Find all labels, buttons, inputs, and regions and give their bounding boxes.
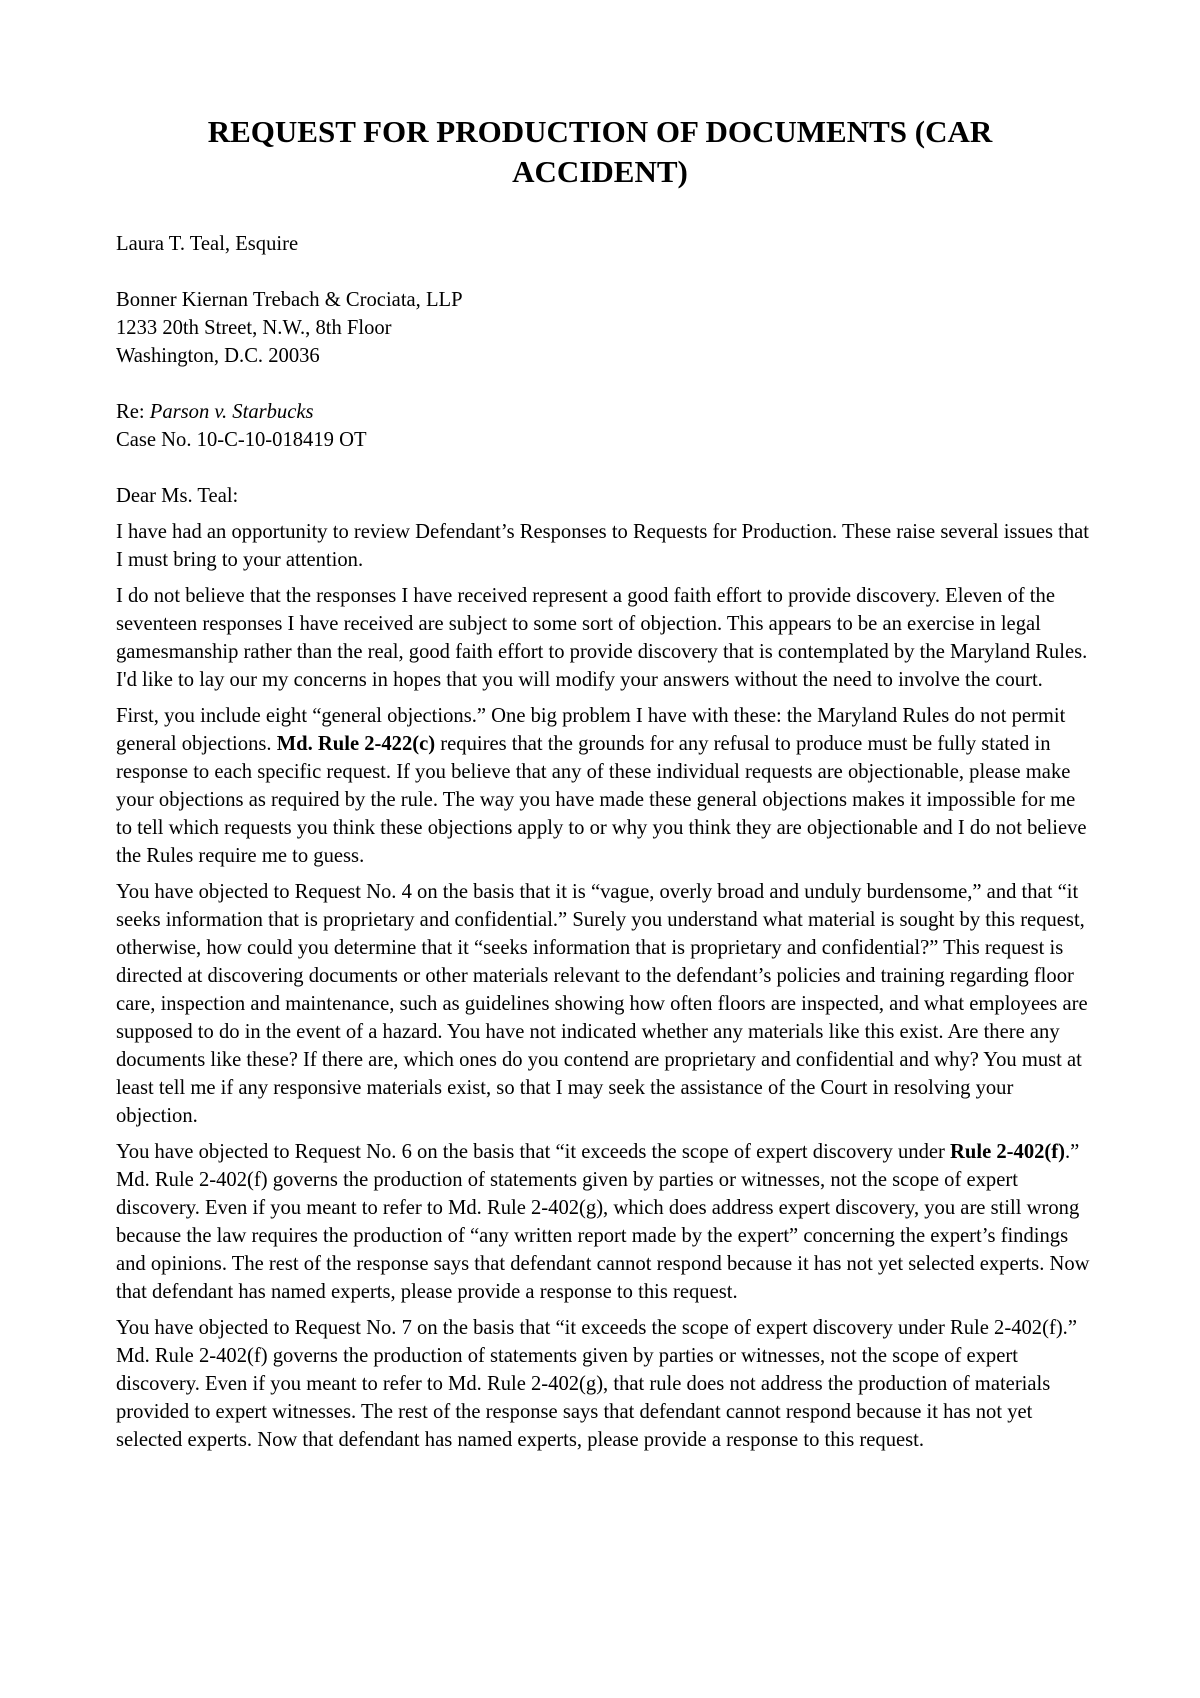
recipient-name: Laura T. Teal, Esquire [116,233,299,255]
case-number: Case No. 10-C-10-018419 OT [116,429,367,451]
paragraph-3 [116,702,1096,870]
paragraph-3-body: requires that the grounds for any refusal to produce must be fully stated in response to each specific request. If you believe that any of these individual requests are objectionable, please make your objections as required by the rule. The way you have made these general objections makes it impossible for me to tell which requests you think these objections apply to or why you think they are objectionable and I do not believe the Rules require me to guess. [116,733,1087,867]
reference-block [116,398,1096,454]
street-address: 1233 20th Street, N.W., 8th Floor [116,317,392,339]
paragraph-2: I do not believe that the responses I have received represent a good faith effort to provide discovery. Eleven of the seventeen responses I have received are subject to some sort of objection. This appears to be an exercise in legal gamesmanship rather than the real, good faith effort to provide discovery that is contemplated by the Maryland Rules. I'd like to lay our my concerns in hopes that you will modify your answers without the need to involve the court. [116,585,1088,691]
salutation: Dear Ms. Teal: [116,485,239,507]
letter-body [116,230,1096,1454]
document-title: REQUEST FOR PRODUCTION OF DOCUMENTS (CAR ACCIDENT) [207,114,993,189]
re-label: Re: [116,401,150,423]
rule-citation-2-422c: Md. Rule 2-422(c) [276,733,436,755]
paragraph-3-intro: First, you include eight “general objections.” One big problem I have with these: the Maryland Rules do not permit general objections. [116,705,1066,755]
spacer [116,370,1096,398]
firm-name: Bonner Kiernan Trebach & Crociata, LLP [116,289,463,311]
city-address: Washington, D.C. 20036 [116,345,320,367]
paragraph-5 [116,1138,1096,1306]
paragraph-5-body: .” Md. Rule 2-402(f) governs the production of statements given by parties or witnesses, not the scope of expert discovery. Even if you meant to refer to Md. Rule 2-402(g), which does address expert discovery, you are still wrong because the law requires the production of “any written report made by the expert” concerning the expert’s findings and opinions. The rest of the response says that defendant cannot respond because it has not yet selected experts. Now that defendant has named experts, please provide a response to this request. [116,1141,1090,1303]
case-name: Parson v. Starbucks [149,401,314,423]
re-line [116,398,1096,426]
paragraph-4: You have objected to Request No. 4 on the basis that it is “vague, overly broad and unduly burdensome,” and that “it seeks information that is proprietary and confidential.” Surely you understand what material is sought by this request, otherwise, how could you determine that it “seeks information that is proprietary and confidential?” This request is directed at discovering documents or other materials relevant to the defendant’s policies and training regarding floor care, inspection and maintenance, such as guidelines showing how often floors are inspected, and what employees are supposed to do in the event of a hazard. You have not indicated whether any materials like this exist. Are there any documents like these? If there are, which ones do you contend are proprietary and confidential and why? You must at least tell me if any responsive materials exist, so that I may seek the assistance of the Court in resolving your objection. [116,881,1088,1127]
paragraph-6: You have objected to Request No. 7 on the basis that “it exceeds the scope of expert discovery under Rule 2-402(f).” Md. Rule 2-402(f) governs the production of statements given by parties or witnesses, not the scope of expert discovery. Even if you meant to refer to Md. Rule 2-402(g), that rule does not address the production of materials provided to expert witnesses. The rest of the response says that defendant cannot respond because it has not yet selected experts. Now that defendant has named experts, please provide a response to this request. [116,1317,1077,1451]
spacer [116,258,1096,286]
paragraph-1: I have had an opportunity to review Defendant’s Responses to Requests for Production. These raise several issues that I must bring to your attention. [116,521,1090,571]
spacer [116,454,1096,482]
address-block [116,286,1096,370]
rule-citation-2-402f: Rule 2-402(f) [950,1141,1065,1163]
paragraph-5-intro: You have objected to Request No. 6 on the basis that “it exceeds the scope of expert discovery under [116,1141,951,1163]
